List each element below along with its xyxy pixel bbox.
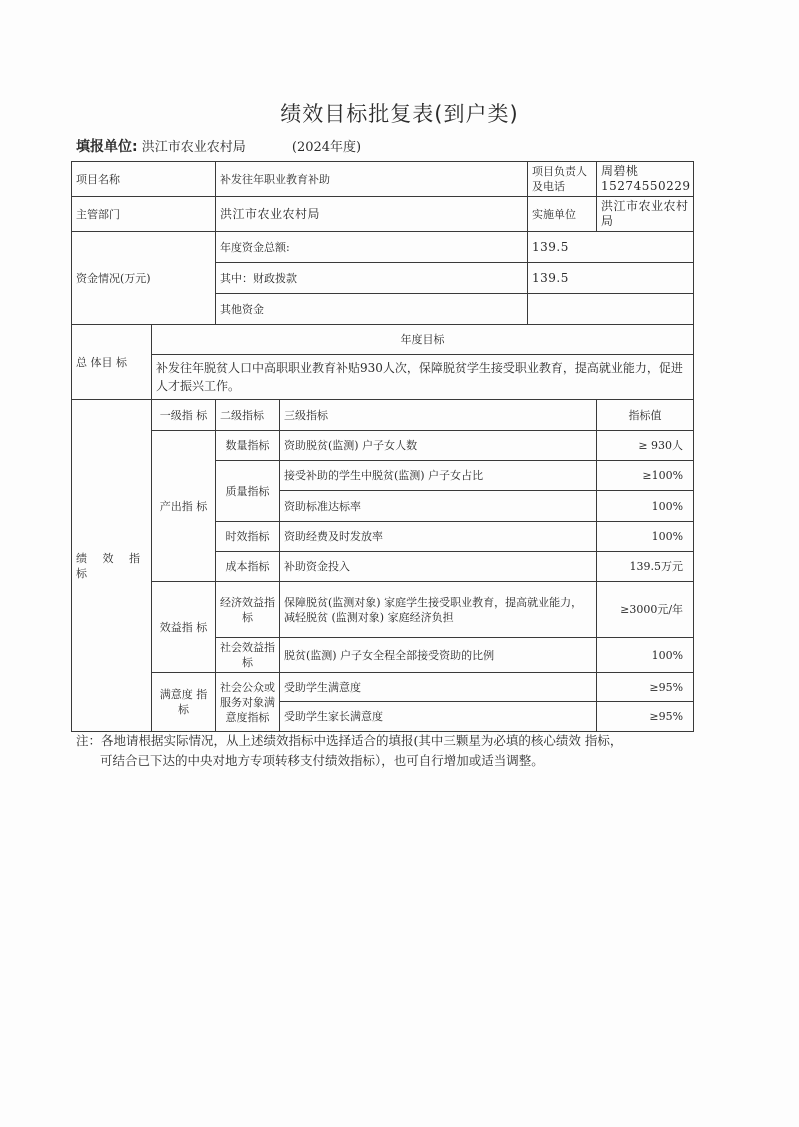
- reporting-unit-line: [76, 136, 361, 156]
- supervisor-dept-value: 洪江市农业农村局: [216, 197, 528, 232]
- footnote-line-2: 可结合已下达的中央对地方专项转移支付绩效指标），也可自行增加或适当调整。: [100, 753, 544, 768]
- col-value-header: 指标值: [597, 400, 694, 431]
- output-indicators-label: 产出指 标: [152, 431, 216, 582]
- indicator-level2: 质量指标: [216, 461, 280, 522]
- indicator-level2: 经济效益指标: [216, 582, 280, 638]
- indicator-level3: 脱贫(监测) 户子女全程全部接受资助的比例: [280, 638, 597, 673]
- indicator-level2: 社会公众或服务对象满意度指标: [216, 673, 280, 732]
- reporting-unit-label: 填报单位:: [76, 139, 138, 155]
- project-name-label: 项目名称: [72, 162, 216, 197]
- indicator-level3: 资助标准达标率: [280, 491, 597, 522]
- indicator-level3: 保障脱贫(监测对象) 家庭学生接受职业教育，提高就业能力，减轻脱贫 (监测对象) 家庭经济负担: [280, 582, 597, 638]
- col-level1-header: 一级指 标: [152, 400, 216, 431]
- col-level3-header: 三级指标: [280, 400, 597, 431]
- indicator-value: 100%: [597, 491, 694, 522]
- indicator-level3: 资助脱贫(监测) 户子女人数: [280, 431, 597, 461]
- report-year: (2024年度): [291, 140, 362, 155]
- project-owner-value: 周碧桃 15274550229: [597, 162, 694, 197]
- page-title: 绩效目标批复表(到户类): [280, 102, 519, 126]
- supervisor-dept-label: 主管部门: [72, 197, 216, 232]
- project-owner-label: 项目负责人及电话: [528, 162, 597, 197]
- funds-label: 资金情况(万元): [72, 232, 216, 325]
- footnote: [76, 731, 716, 771]
- project-name-value: 补发往年职业教育补助: [216, 162, 528, 197]
- col-level2-header: 二级指标: [216, 400, 280, 431]
- funds-total-value: 139.5: [528, 232, 694, 263]
- indicator-level2: 时效指标: [216, 522, 280, 552]
- indicator-level2: 社会效益指标: [216, 638, 280, 673]
- implementing-unit-label: 实施单位: [528, 197, 597, 232]
- indicator-level3: 补助资金投入: [280, 552, 597, 582]
- satisfaction-indicators-label: 满意度 指标: [152, 673, 216, 732]
- indicator-level3: 接受补助的学生中脱贫(监测) 户子女占比: [280, 461, 597, 491]
- funds-total-label: 年度资金总额:: [216, 232, 528, 263]
- performance-indicators-label: 绩 效 指 标: [72, 400, 152, 732]
- implementing-unit-value: 洪江市农业农村局: [597, 197, 694, 232]
- indicator-value: ≥3000元/年: [597, 582, 694, 638]
- benefit-indicators-label: 效益指 标: [152, 582, 216, 673]
- indicator-level2: 成本指标: [216, 552, 280, 582]
- funds-other-label: 其他资金: [216, 294, 528, 325]
- indicator-value: 139.5万元: [597, 552, 694, 582]
- performance-target-table: [71, 161, 694, 732]
- annual-goal-header: 年度目标: [152, 325, 694, 355]
- indicator-value: ≥95%: [597, 702, 694, 732]
- indicator-value: ≥95%: [597, 673, 694, 702]
- indicator-level3: 受助学生家长满意度: [280, 702, 597, 732]
- annual-goal-text: 补发往年脱贫人口中高职职业教育补贴930人次，保障脱贫学生接受职业教育，提高就业能力，促进人才振兴工作。: [152, 355, 694, 400]
- indicator-level3: 资助经费及时发放率: [280, 522, 597, 552]
- indicator-value: 100%: [597, 522, 694, 552]
- indicator-value: ≥100%: [597, 461, 694, 491]
- reporting-unit-value: 洪江市农业农村局: [141, 140, 246, 155]
- funds-other-value: [528, 294, 694, 325]
- funds-fiscal-label: 其中：财政拨款: [216, 263, 528, 294]
- footnote-line-1: 注：各地请根据实际情况，从上述绩效指标中选择适合的填报(其中三颗星为必填的核心绩效 指标，: [76, 733, 623, 748]
- funds-fiscal-value: 139.5: [528, 263, 694, 294]
- indicator-level2: 数量指标: [216, 431, 280, 461]
- indicator-value: ≥ 930人: [597, 431, 694, 461]
- indicator-level3: 受助学生满意度: [280, 673, 597, 702]
- overall-goal-label: 总 体目 标: [72, 325, 152, 400]
- indicator-value: 100%: [597, 638, 694, 673]
